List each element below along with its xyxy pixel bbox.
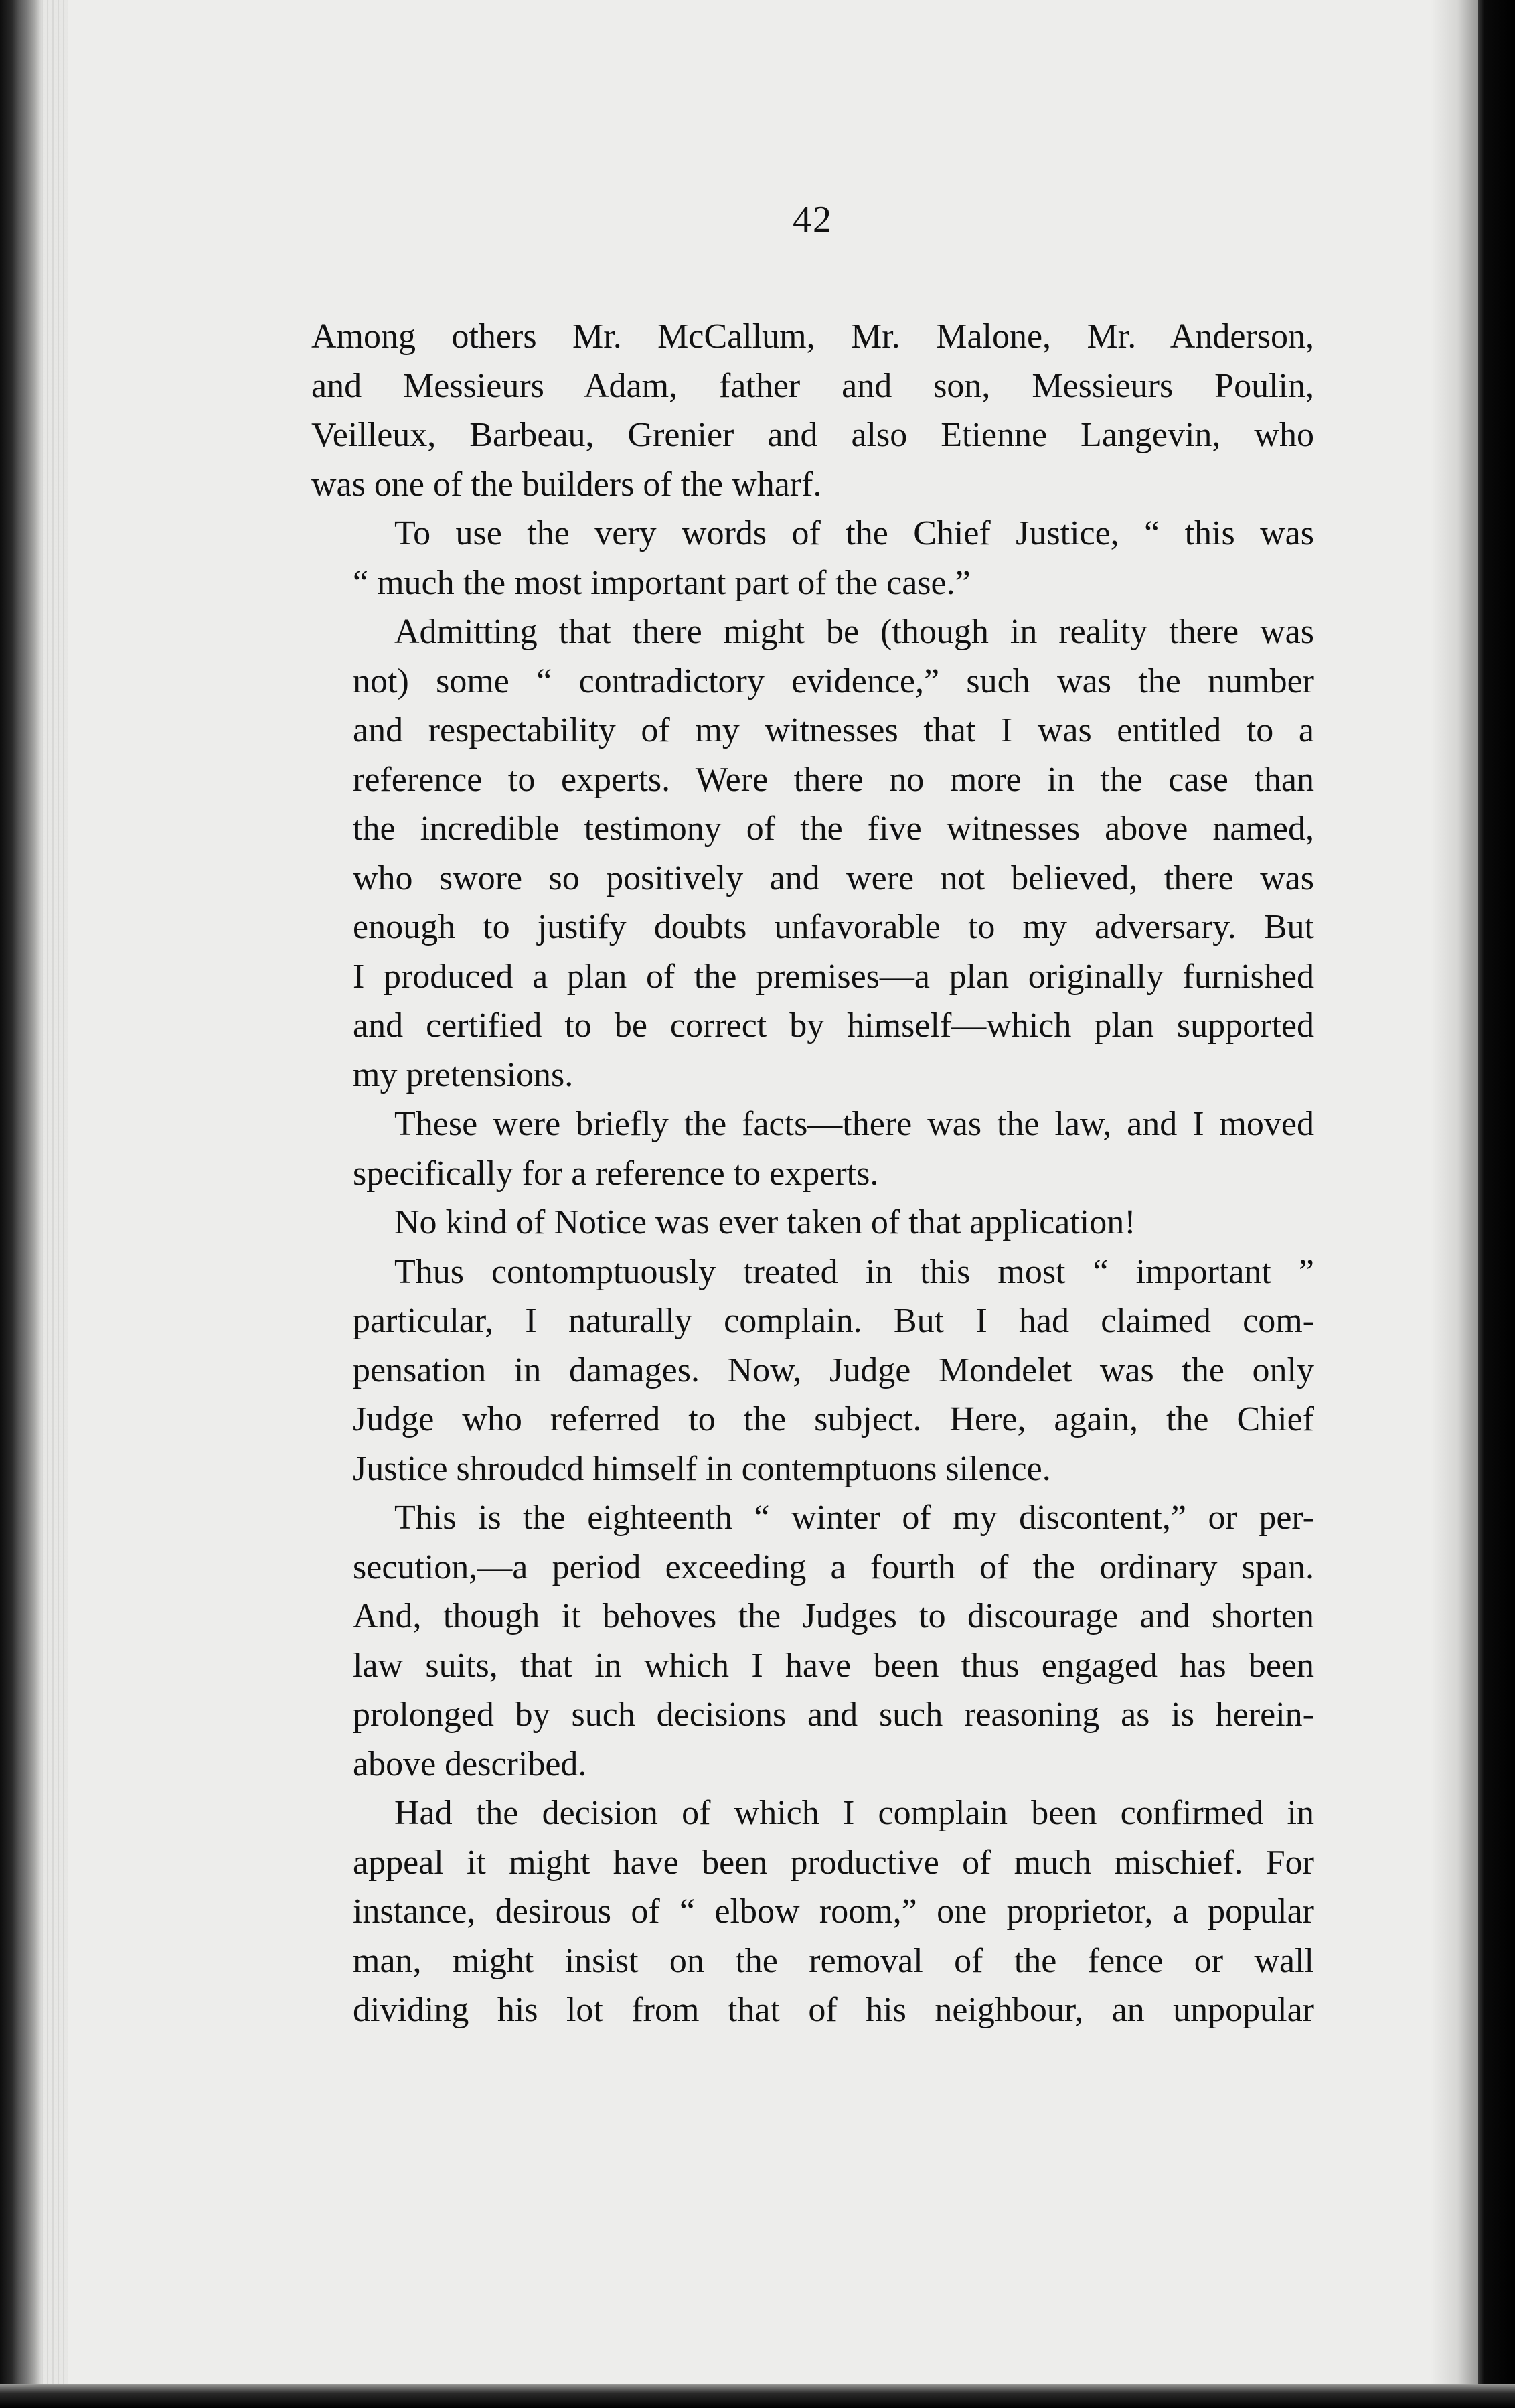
text-line: and certified to be correct by himself—which plan supported <box>353 1006 1314 1045</box>
text-line: particular, I naturally complain. But I had claimed com- <box>353 1302 1314 1340</box>
text-line: instance, desirous of “ elbow room,” one proprietor, a popular <box>353 1892 1314 1931</box>
text-line: appeal it might have been productive of much mischief. For <box>353 1843 1314 1882</box>
text-line: enough to justify doubts unfavorable to my adversary. But <box>353 908 1314 946</box>
scan-border-right <box>1478 0 1515 2408</box>
text-line: I produced a plan of the premises—a plan originally furnished <box>353 957 1314 996</box>
text-line: To use the very words of the Chief Justice, “ this was <box>394 514 1314 552</box>
text-line: Had the decision of which I complain been confirmed in <box>394 1794 1314 1832</box>
text-line: Judge who referred to the subject. Here, again, the Chief <box>353 1400 1314 1438</box>
text-line: Justice shroudcd himself in contemptuons silence. <box>353 1449 1051 1488</box>
text-line: dividing his lot from that of his neighbour, an unpopular <box>353 1991 1314 2029</box>
text-line: above described. <box>353 1744 587 1783</box>
text-line: reference to experts. Were there no more in the case than <box>353 760 1314 799</box>
text-line: law suits, that in which I have been thus engaged has been <box>353 1646 1314 1685</box>
text-line: man, might insist on the removal of the fence or wall <box>353 1941 1314 1980</box>
text-line: Among others Mr. McCallum, Mr. Malone, Mr. Anderson, <box>311 317 1314 356</box>
text-line: the incredible testimony of the five witnesses above named, <box>353 810 1314 848</box>
paragraph <box>311 1789 1314 2035</box>
text-line: secution,—a period exceeding a fourth of the ordinary span. <box>353 1548 1314 1586</box>
text-line: These were briefly the facts—there was the law, and I moved <box>394 1105 1314 1143</box>
text-line: And, though it behoves the Judges to discourage and shorten <box>353 1597 1314 1635</box>
paragraph <box>311 607 1314 1100</box>
text-line: my pretensions. <box>353 1055 574 1094</box>
scan-border-bottom <box>0 2384 1515 2408</box>
text-line: who swore so positively and were not believed, there was <box>353 858 1314 897</box>
text-line: Veilleux, Barbeau, Grenier and also Etienne Langevin, who <box>311 416 1314 454</box>
page-number: 42 <box>793 199 833 240</box>
paragraph <box>311 1100 1314 1198</box>
text-line: pensation in damages. Now, Judge Mondelet was the only <box>353 1351 1314 1389</box>
paragraph <box>311 509 1314 607</box>
paragraph <box>311 1248 1314 1494</box>
paragraph <box>311 312 1314 509</box>
book-binding-edge <box>0 0 42 2408</box>
text-line: not) some “ contradictory evidence,” such was the number <box>353 662 1314 700</box>
text-line: prolonged by such decisions and such reasoning as is herein- <box>353 1696 1314 1734</box>
page-stack-edge <box>42 0 68 2408</box>
text-line: “ much the most important part of the case.” <box>353 563 971 602</box>
paragraph <box>311 1198 1314 1248</box>
text-line: No kind of Notice was ever taken of that application! <box>394 1203 1136 1241</box>
text-line: specifically for a reference to experts. <box>353 1154 879 1193</box>
text-line: and Messieurs Adam, father and son, Messieurs Poulin, <box>311 366 1314 405</box>
text-line: and respectability of my witnesses that I was entitled to a <box>353 711 1314 749</box>
page-body <box>311 201 1314 2035</box>
text-line: This is the eighteenth “ winter of my discontent,” or per- <box>394 1499 1314 1537</box>
page-shadow <box>1431 0 1478 2408</box>
text-line: was one of the builders of the wharf. <box>311 465 822 504</box>
text-line: Thus contomptuously treated in this most “ important ” <box>394 1252 1314 1291</box>
text-line: Admitting that there might be (though in reality there was <box>394 613 1314 651</box>
paragraph <box>311 1493 1314 1789</box>
